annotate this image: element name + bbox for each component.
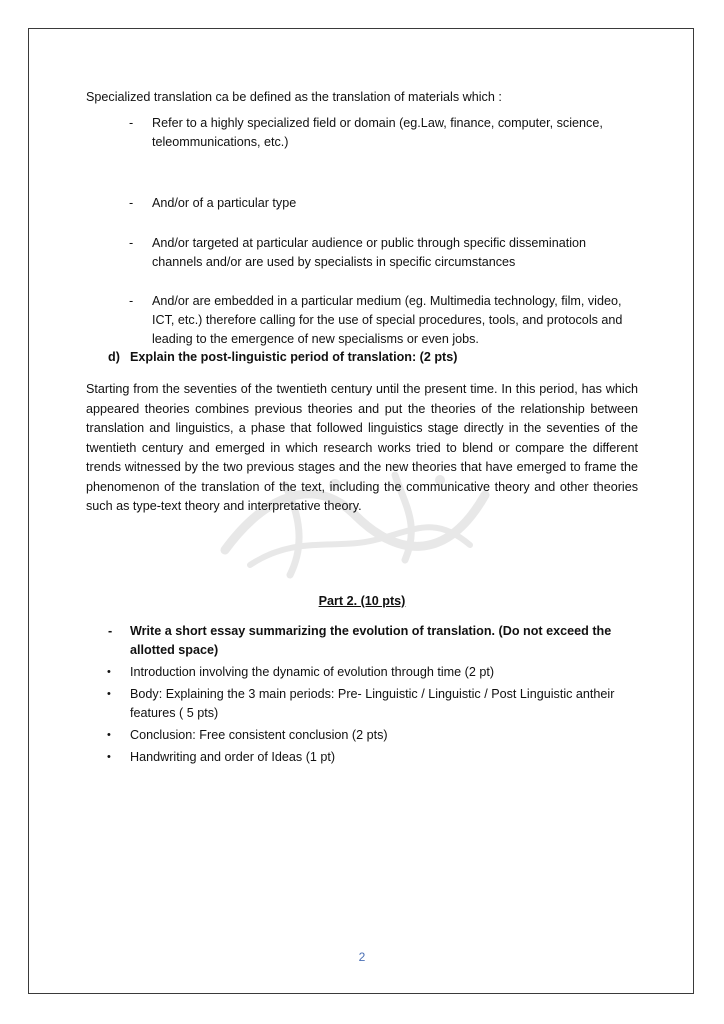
definition-intro: Specialized translation ca be defined as the translation of materials which :: [86, 90, 502, 104]
bullet-marker: •: [107, 688, 111, 700]
dash-marker: -: [129, 116, 134, 130]
criteria-item: [86, 748, 638, 767]
list-item: [86, 292, 638, 349]
part2-instruction: [86, 622, 638, 660]
page-number: 2: [358, 950, 366, 964]
part2-list: [86, 622, 638, 770]
part2-title: Part 2. (10 pts): [318, 594, 406, 608]
question-d-answer: Starting from the seventies of the twentieth century until the present time. In this period, has which appeared theories combines previous theories and put the theories of the relationship between translation and linguistics, a phase that followed linguistics stage directly in the seventies of the twentieth century and emerged in which research works tried to blend or compare the different trends witnessed by the two previous stages and the new theories that have emerged to frame the phenomenon of the translation of the text, including the communicative theory and other theories such as type-text theory and interpretative theory.: [86, 382, 638, 513]
bullet-marker: •: [107, 751, 111, 763]
list-item: [86, 194, 638, 213]
list-item-text: And/or are embedded in a particular medium (eg. Multimedia technology, film, video, ICT, etc.) therefore calling for the use of special procedures, tools, and protocols and leading to the emergence of new specialisms or even jobs.: [152, 294, 623, 346]
question-d-heading: [108, 348, 457, 367]
criteria-item: [86, 663, 638, 682]
criteria-text: Body: Explaining the 3 main periods: Pre- Linguistic / Linguistic / Post Linguistic antheir features ( 5 pts): [130, 687, 615, 720]
question-text: Explain the post-linguistic period of translation: (2 pts): [130, 350, 458, 364]
criteria-item: [86, 685, 638, 723]
dash-marker: -: [108, 624, 113, 638]
criteria-item: [86, 726, 638, 745]
document-body: [86, 88, 638, 764]
list-item-text: Refer to a highly specialized field or domain (eg.Law, finance, computer, science, teleommunications, etc.): [152, 116, 603, 149]
bullet-marker: •: [107, 666, 111, 678]
question-letter: d): [108, 350, 120, 364]
bullet-marker: •: [107, 729, 111, 741]
criteria-text: Handwriting and order of Ideas (1 pt): [130, 750, 336, 764]
dash-marker: -: [129, 196, 134, 210]
list-item-text: And/or of a particular type: [152, 196, 297, 210]
instruction-text: Write a short essay summarizing the evolution of translation. (Do not exceed the allotted space): [130, 624, 612, 657]
criteria-text: Introduction involving the dynamic of evolution through time (2 pt): [130, 665, 495, 679]
criteria-text: Conclusion: Free consistent conclusion (2 pts): [130, 728, 388, 742]
dash-marker: -: [129, 294, 134, 308]
list-item-text: And/or targeted at particular audience or public through specific dissemination channels and/or are used by specialists in specific circumstances: [152, 236, 587, 269]
list-item: [86, 234, 638, 272]
dash-marker: -: [129, 236, 134, 250]
list-item: [86, 114, 638, 152]
